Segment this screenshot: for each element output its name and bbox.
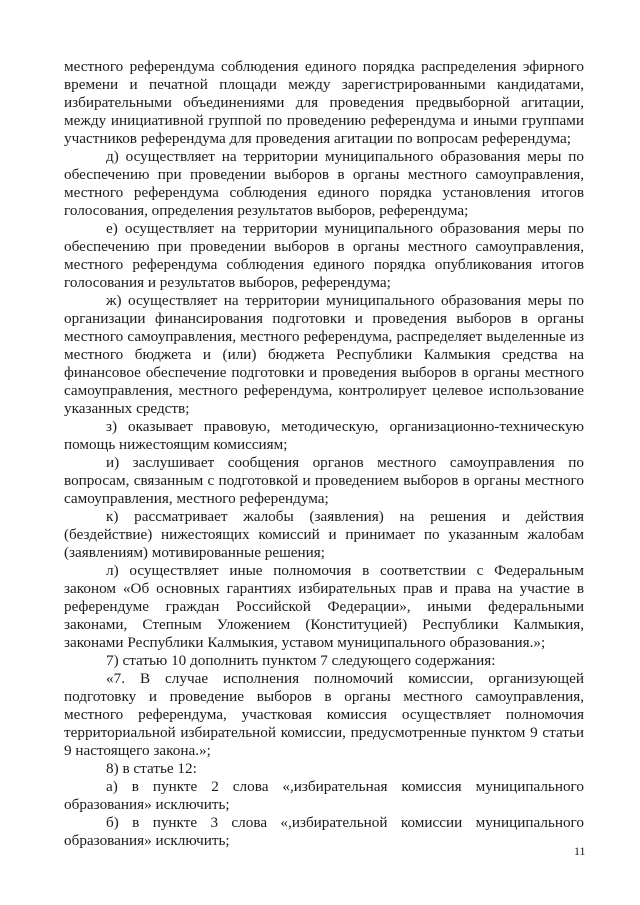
- paragraph-point-8: 8) в статье 12:: [106, 760, 197, 777]
- page-number: 11: [574, 844, 586, 858]
- paragraph-item-e: е) осуществляет на территории муниципального образования меры по обеспечению при проведении выборов в органы местного самоуправления, местного референдума соблюдения единого порядка опубликования итогов голосования и результатов выборов, референдума;: [64, 220, 584, 291]
- paragraph-item-b: б) в пункте 3 слова «,избирательной комиссии муниципального образования» исключить;: [64, 814, 584, 849]
- paragraph-item-zh: ж) осуществляет на территории муниципального образования меры по организации финансирования подготовки и проведения выборов в органы местного самоуправления, местного референдума, распределяет выделенные из местного бюджета и (или) бюджета Республики Калмыкия средства на финансовое обеспечение подготовки и проведения выборов в органы местного самоуправления, местного референдума, контролирует целевое использование указанных средств;: [64, 292, 584, 417]
- paragraph-item-i: и) заслушивает сообщения органов местного самоуправления по вопросам, связанным с подготовкой и проведением выборов в органы местного самоуправления, местного референдума;: [64, 454, 584, 507]
- paragraph-quote-7: «7. В случае исполнения полномочий комиссии, организующей подготовку и проведение выборов в органы местного самоуправления, местного референдума, участковая комиссия осуществляет полномочия территориальной избирательной комиссии, предусмотренные пунктом 9 статьи 9 настоящего закона.»;: [64, 670, 584, 759]
- paragraph-point-7: 7) статью 10 дополнить пунктом 7 следующего содержания:: [106, 652, 496, 669]
- document-body: [64, 58, 584, 850]
- paragraph-item-a: а) в пункте 2 слова «,избирательная комиссия муниципального образования» исключить;: [64, 778, 584, 813]
- paragraph-item-k: к) рассматривает жалобы (заявления) на решения и действия (бездействие) нижестоящих комиссий и принимает по указанным жалобам (заявлениям) мотивированные решения;: [64, 508, 584, 561]
- paragraph-item-l: л) осуществляет иные полномочия в соответствии с Федеральным законом «Об основных гарантиях избирательных прав и права на участие в референдуме граждан Российской Федерации», иными федеральными законами, Степным Уложением (Конституцией) Республики Калмыкия, законами Республики Калмыкия, уставом муниципального образования.»;: [64, 562, 584, 651]
- paragraph-item-d: д) осуществляет на территории муниципального образования меры по обеспечению при проведении выборов в органы местного самоуправления, местного референдума соблюдения единого порядка установления итогов голосования, определения результатов выборов, референдума;: [64, 148, 584, 219]
- paragraph-item-z: з) оказывает правовую, методическую, организационно-техническую помощь нижестоящим комиссиям;: [64, 418, 584, 453]
- paragraph-continuation: местного референдума соблюдения единого порядка распределения эфирного времени и печатной площади между зарегистрированными кандидатами, избирательными объединениями для проведения предвыборной агитации, между инициативной группой по проведению референдума и иными группами участников референдума для проведения агитации по вопросам референдума;: [64, 58, 584, 147]
